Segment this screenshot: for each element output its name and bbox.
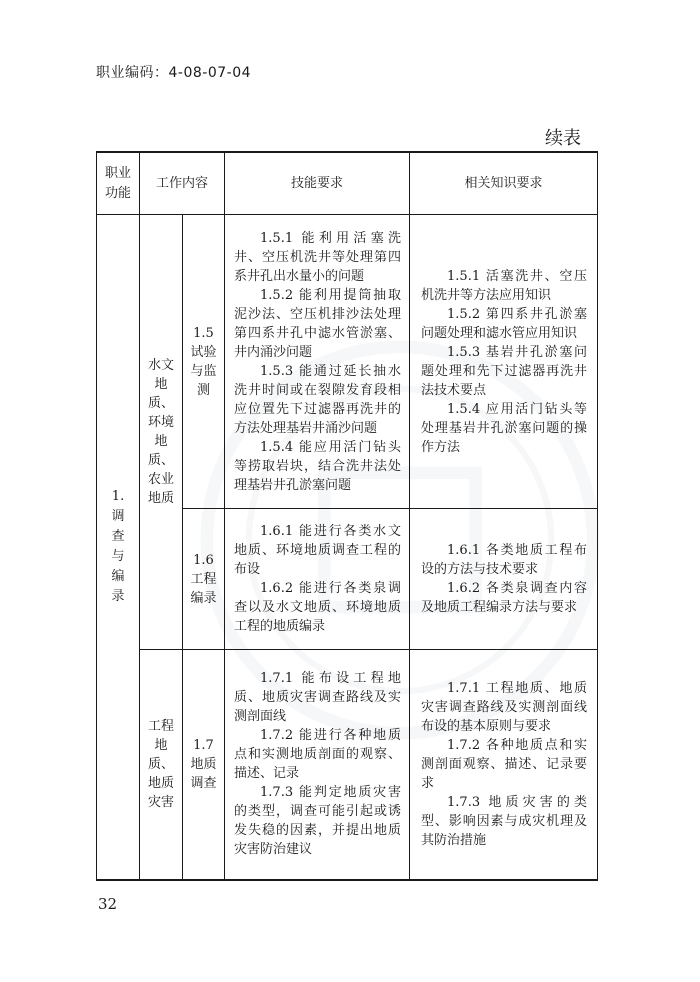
skills-cell	[225, 650, 410, 880]
knowledge-item: 1.7.2 各种地质点和实测剖面观察、描述、记录要求	[421, 737, 588, 791]
skills-cell	[225, 215, 410, 509]
skill-item: 1.5.3 能通过延长抽水洗井时间或在裂隙发育段相应位置先下过滤器再洗井的方法处理基岩井涌沙问题	[234, 363, 402, 436]
knowledge-cell	[410, 215, 598, 509]
work-content-code-cell: 1.5 试验与监测	[183, 215, 225, 509]
knowledge-cell	[410, 509, 598, 650]
knowledge-item: 1.5.1 活塞洗井、空压机洗井等方法应用知识	[421, 268, 588, 303]
skill-item: 1.5.2 能利用提筒抽取泥沙法、空压机排沙法处理第四系井孔中滤水管淤塞、井内涌沙问题	[234, 287, 402, 360]
knowledge-item: 1.6.2 各类泉调查内容及地质工程编录方法与要求	[421, 581, 588, 615]
skill-item: 1.7.2 能进行各种地质点和实测地质剖面的观察、描述、记录	[234, 728, 402, 782]
table-header-row	[97, 152, 598, 215]
table-row	[97, 215, 598, 509]
skills-table	[96, 151, 598, 881]
knowledge-item: 1.6.1 各类地质工程布设的方法与技术要求	[421, 543, 588, 577]
skills-cell	[225, 509, 410, 650]
occupation-code: 职业编码：4-08-07-04	[96, 65, 252, 81]
header-work-content: 工作内容	[140, 152, 225, 215]
header-knowledge: 相关知识要求	[410, 152, 598, 215]
skill-item: 1.5.4 能应用活门钻头等捞取岩块，结合洗井法处理基岩井孔淤塞问题	[234, 439, 402, 493]
skill-item: 1.6.2 能进行各类泉调查以及水文地质、环境地质工程的地质编录	[234, 581, 402, 634]
knowledge-item: 1.5.3 基岩井孔淤塞问题处理和先下过滤器再洗井法技术要点	[421, 344, 588, 398]
function-cell: 1. 调查与编录	[97, 215, 140, 880]
header-skills: 技能要求	[225, 152, 410, 215]
skill-item: 1.7.1 能布设工程地质、地质灾害调查路线及实测剖面线	[234, 671, 402, 725]
knowledge-item: 1.5.2 第四系井孔淤塞问题处理和滤水管应用知识	[421, 306, 588, 341]
table-row	[97, 650, 598, 880]
skill-item: 1.6.1 能进行各类水文地质、环境地质调查工程的布设	[234, 524, 402, 577]
knowledge-item: 1.7.3 地质灾害的类型、影响因素与成灾机理及其防治措施	[421, 794, 588, 848]
area-cell: 工程地质、地质灾害	[140, 650, 183, 880]
continued-label: 续表	[545, 128, 581, 149]
knowledge-item: 1.5.4 应用活门钻头等处理基岩井孔淤塞问题的操作方法	[421, 401, 588, 455]
page-number: 32	[98, 895, 118, 913]
skill-item: 1.7.3 能判定地质灾害的类型，调查可能引起或诱发失稳的因素，并提出地质灾害防治建议	[234, 785, 402, 858]
knowledge-item: 1.7.1 工程地质、地质灾害调查路线及实测剖面线布设的基本原则与要求	[421, 680, 588, 734]
skill-item: 1.5.1 能利用活塞洗井、空压机洗井等处理第四系井孔出水量小的问题	[234, 230, 402, 284]
area-cell: 水文地质、环境地质、农业地质	[140, 215, 183, 650]
work-content-code-cell: 1.7 地质调查	[183, 650, 225, 880]
knowledge-cell	[410, 650, 598, 880]
work-content-code-cell: 1.6 工程编录	[183, 509, 225, 650]
header-function: 职业功能	[97, 152, 140, 215]
